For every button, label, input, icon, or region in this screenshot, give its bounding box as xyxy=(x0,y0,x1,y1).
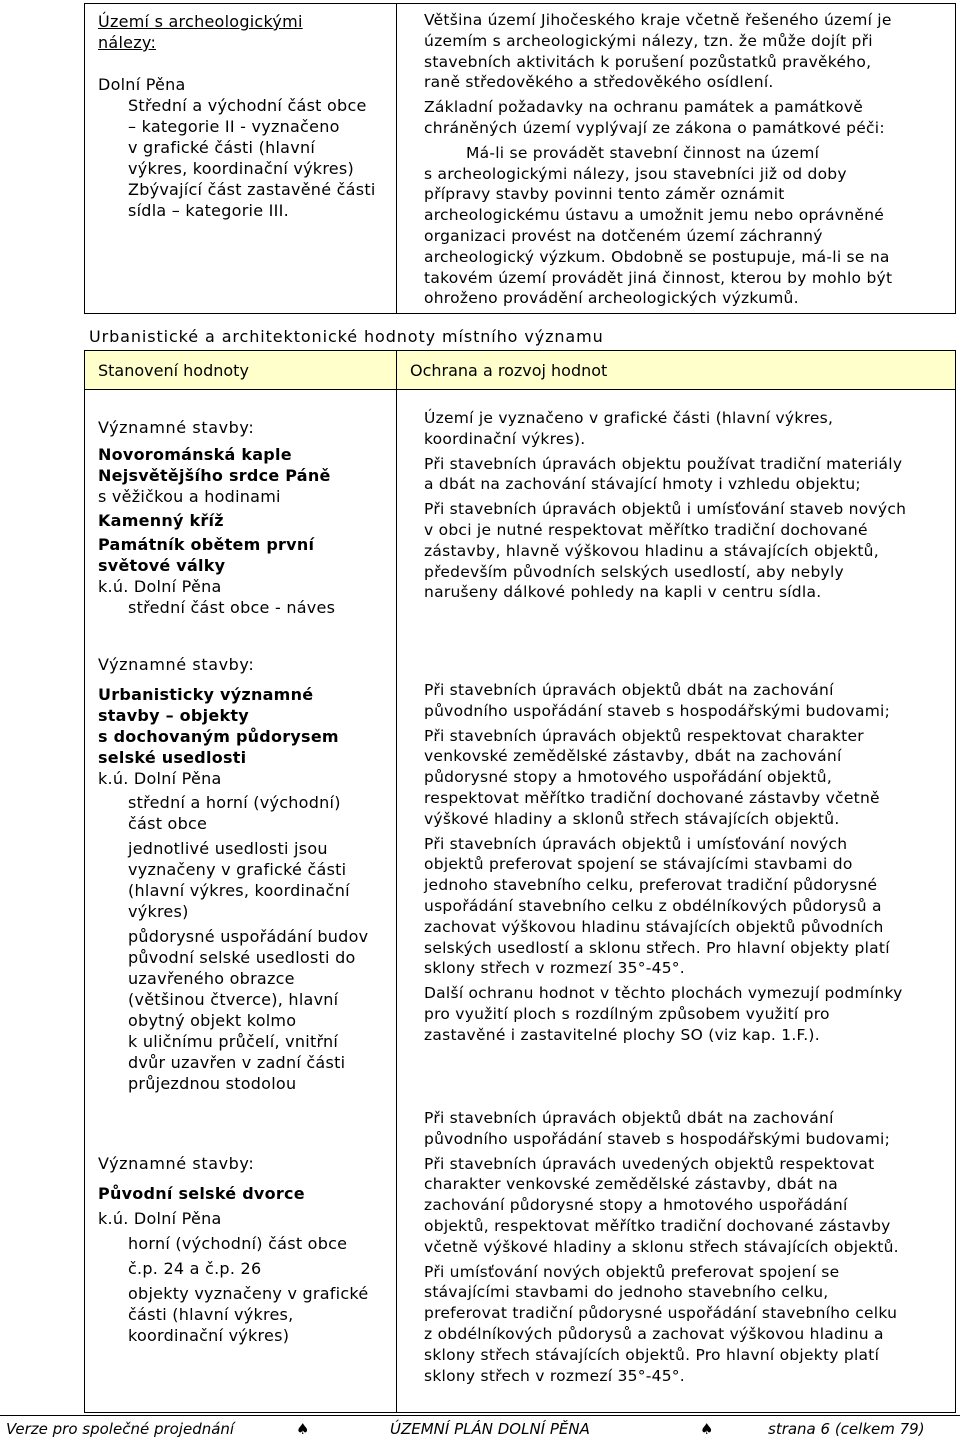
row2-note-2 xyxy=(98,926,388,1094)
footer-rule xyxy=(0,1415,960,1416)
text-line: (většinou čtverce), hlavní xyxy=(128,990,339,1009)
text-line: horní (východní) část obce xyxy=(128,1234,348,1253)
text-line: s archeologickými nálezy, jsou stavebníci již od doby xyxy=(424,164,847,183)
row1-bold-lines xyxy=(98,444,388,486)
paragraph xyxy=(424,1108,954,1150)
text-line: obytný objekt kolmo xyxy=(128,1011,297,1030)
text-line: Při stavebních úpravách objektů dbát na zachování xyxy=(424,1109,834,1127)
text-line: výkres, koordinační výkres) xyxy=(128,159,354,178)
archeology-title: Území s archeologickými nálezy: xyxy=(98,12,303,52)
row2-left xyxy=(98,654,388,1094)
text-line: Území je vyznačeno v grafické části (hlavní výkres, xyxy=(424,409,834,427)
column-divider xyxy=(396,351,397,1412)
text-line: uspořádání stavebního celku z obdélníkových půdorysů a xyxy=(424,896,882,915)
text-line: územím s archeologickými nálezy, tzn. že může dojít při xyxy=(424,31,873,50)
paragraph xyxy=(424,1154,954,1258)
footer-center: ÚZEMNÍ PLÁN DOLNÍ PĚNA xyxy=(390,1420,590,1438)
text-line: průjezdnou stodolou xyxy=(128,1074,297,1093)
text-line: střední a horní (východní) xyxy=(128,793,341,812)
row2-heading: Významné stavby: xyxy=(98,655,255,674)
text-line: část obce xyxy=(128,814,208,833)
text-line: zachovat výškovou hladinu stávajících objektů původních xyxy=(424,917,884,936)
row3-note xyxy=(98,1283,388,1346)
row2-bold-lines xyxy=(98,684,388,768)
text-line: přípravy stavby povinni tento záměr oznámit xyxy=(424,185,785,204)
section-title: Urbanistické a architektonické hodnoty místního významu xyxy=(89,327,604,346)
row3-heading: Významné stavby: xyxy=(98,1154,255,1173)
archeology-para-2 xyxy=(424,97,954,139)
archeology-left-cell xyxy=(98,11,388,221)
text-line: sklony střech v rozmezí 35°-45°. xyxy=(424,959,685,978)
row1-bold3 xyxy=(98,534,388,576)
row2-note-1 xyxy=(98,838,388,922)
text-line: – kategorie II - vyznačeno xyxy=(128,117,340,136)
text-line: stavebních aktivitách k porušení pozůstatků pravěkého, xyxy=(424,52,872,71)
archeology-left-lines xyxy=(98,95,388,221)
text-line: Střední a východní část obce xyxy=(128,96,367,115)
text-line: půdorysné uspořádání budov xyxy=(128,927,369,946)
bold-line: světové války xyxy=(98,556,226,575)
text-line: dvůr uzavřen v zadní části xyxy=(128,1053,346,1072)
text-line: Většina území Jihočeského kraje včetně řešeného území je xyxy=(424,11,892,29)
text-line: v obci je nutné respektovat měřítko tradiční dochované xyxy=(424,520,868,539)
text-line: organizaci provést na dotčeném území záchranný xyxy=(424,226,823,245)
text-line: původního uspořádání staveb s hospodářskými budovami; xyxy=(424,701,891,720)
text-line: jednotlivé usedlosti jsou xyxy=(128,839,328,858)
text-line: výškové hladiny a sklonů střech stávajících objektů. xyxy=(424,809,840,828)
row3-right xyxy=(424,1108,954,1386)
text-line: jednoho stavebního celku, preferovat tradiční půdorysné xyxy=(424,876,878,895)
text-line: sklony střech stávajících objektů. Pro hlavní objekty platí xyxy=(424,1345,880,1364)
text-line: objektů preferovat spojení se stávajícími stavbami do xyxy=(424,855,853,874)
text-line: Základní požadavky na ochranu památek a památkově xyxy=(424,98,864,117)
row1-heading: Významné stavby: xyxy=(98,418,255,437)
text-line: archeologickému ústavu a umožnit jemu nebo oprávněné xyxy=(424,206,885,225)
bold-line: s dochovaným půdorysem xyxy=(98,727,339,746)
text-line: zástavby, hlavně výškovou hladinu a stávajících objektů, xyxy=(424,541,879,560)
text-line: narušeny dálkové pohledy na kapli v centru sídla. xyxy=(424,583,822,602)
text-line: ohroženo provádění archeologických výzkumů. xyxy=(424,289,799,308)
paragraph xyxy=(424,454,954,496)
bold-line: selské usedlosti xyxy=(98,748,247,767)
text-line: Při stavebních úpravách uvedených objektů respektovat xyxy=(424,1154,875,1173)
row1-bold2: Kamenný kříž xyxy=(98,511,224,530)
text-line: archeologický výzkum. Obdobně se postupuje, má-li se na xyxy=(424,247,890,266)
row1-location: střední část obce - náves xyxy=(128,598,336,617)
row3-bold-lines xyxy=(98,1183,388,1204)
row2-right xyxy=(424,680,954,1046)
paragraph xyxy=(424,983,954,1045)
row2-ku: k.ú. Dolní Pěna xyxy=(98,769,222,788)
text-line: sídla – kategorie III. xyxy=(128,201,289,220)
paragraph xyxy=(424,680,954,722)
text-line: charakter venkovské zemědělské zástavby, dbát na xyxy=(424,1175,838,1194)
row1-ku: k.ú. Dolní Pěna xyxy=(98,577,222,596)
text-line: Při stavebních úpravách objektů respektovat charakter xyxy=(424,726,864,745)
archeology-place: Dolní Pěna xyxy=(98,75,186,94)
row1-sub: s věžičkou a hodinami xyxy=(98,487,281,506)
text-line: a dbát na zachování stávající hmoty i vzhledu objektu; xyxy=(424,475,861,494)
text-line: (hlavní výkres, koordinační xyxy=(128,881,350,900)
table-head-right: Ochrana a rozvoj hodnot xyxy=(410,361,608,380)
text-line: Další ochranu hodnot v těchto plochách vymezují podmínky xyxy=(424,984,903,1003)
bold-line: Novorománská kaple xyxy=(98,445,292,464)
text-line: Při stavebních úpravách objektu používat tradiční materiály xyxy=(424,454,903,473)
text-line: respektovat měřítko tradiční dochované zástavby včetně xyxy=(424,788,880,807)
paragraph xyxy=(424,726,954,830)
footer-left: Verze pro společné projednání xyxy=(6,1420,235,1438)
text-line: raně středověkého a středověkého osídlení. xyxy=(424,73,774,92)
column-divider xyxy=(396,4,397,313)
text-line: Při umísťování nových objektů preferovat spojení se xyxy=(424,1262,840,1281)
text-line: chráněných území vyplývají ze zákona o památkové péči: xyxy=(424,118,885,137)
paragraph xyxy=(424,834,954,980)
text-line: zastavěné i zastavitelné plochy SO (viz kap. 1.F.). xyxy=(424,1025,820,1044)
paragraph xyxy=(424,408,954,450)
footer-right: strana 6 (celkem 79) xyxy=(768,1420,925,1438)
text-line: sklony střech v rozmezí 35°-45°. xyxy=(424,1366,685,1385)
row3-left xyxy=(98,1153,388,1346)
row2-location xyxy=(98,792,388,834)
text-line: objektů, respektovat měřítko tradiční dochované zástavby xyxy=(424,1216,891,1235)
archeology-table xyxy=(84,3,956,314)
paragraph xyxy=(424,1262,954,1387)
text-line: vyznačeny v grafické části xyxy=(128,860,347,879)
text-line: zachování půdorysné stopy a hmotového uspořádání xyxy=(424,1196,848,1215)
text-line: koordinační výkres) xyxy=(128,1326,290,1345)
text-line: části (hlavní výkres, xyxy=(128,1305,294,1324)
table-head-left: Stanovení hodnoty xyxy=(98,361,249,380)
text-line: č.p. 24 a č.p. 26 xyxy=(128,1259,262,1278)
row1-right xyxy=(424,408,954,603)
row3-ku: k.ú. Dolní Pěna xyxy=(98,1209,222,1228)
spade-icon: ♠ xyxy=(700,1420,714,1438)
text-line: venkovské zemědělské zástavby, dbát na zachování xyxy=(424,747,842,766)
text-line: výkres) xyxy=(128,902,189,921)
text-line: především původních selských usedlostí, aby nebyly xyxy=(424,562,844,581)
paragraph xyxy=(424,499,954,603)
row3-location xyxy=(98,1233,388,1254)
spade-icon: ♠ xyxy=(296,1420,310,1438)
text-line: v grafické části (hlavní xyxy=(128,138,316,157)
text-line: k uličnímu průčelí, vnitřní xyxy=(128,1032,339,1051)
bold-line: Urbanisticky významné xyxy=(98,685,314,704)
text-line: pro využití ploch s rozdílným způsobem využití pro xyxy=(424,1004,830,1023)
text-line: Při stavebních úpravách objektů i umísťování nových xyxy=(424,834,848,853)
text-line: koordinační výkres). xyxy=(424,429,586,448)
text-line: Při stavebních úpravách objektů i umísťování staveb nových xyxy=(424,500,907,519)
row1-left xyxy=(98,417,388,618)
archeology-right-cell xyxy=(424,10,954,309)
archeology-para-3-first: Má-li se provádět stavební činnost na území xyxy=(466,143,820,162)
text-line: původní selské usedlosti do xyxy=(128,948,356,967)
archeology-para-3 xyxy=(424,164,954,310)
bold-line: Památník obětem první xyxy=(98,535,315,554)
text-line: Při stavebních úpravách objektů dbát na zachování xyxy=(424,681,834,699)
text-line: včetně výškové hladiny a sklonu střech stávajících objektů. xyxy=(424,1237,899,1256)
text-line: takovém území provádět jiná činnost, kterou by mohlo být xyxy=(424,268,893,287)
text-line: z obdélníkových půdorysů a zachovat výškovou hladinu a xyxy=(424,1324,884,1343)
bold-line: stavby – objekty xyxy=(98,706,249,725)
text-line: původního uspořádání staveb s hospodářskými budovami; xyxy=(424,1129,891,1148)
text-line: selských usedlostí a sklonu střech. Pro hlavní objekty platí xyxy=(424,938,890,957)
text-line: půdorysné stopy a hmotového uspořádání objektů, xyxy=(424,768,833,787)
bold-line: Původní selské dvorce xyxy=(98,1184,305,1203)
bold-line: Nejsvětějšího srdce Páně xyxy=(98,466,331,485)
archeology-para-1 xyxy=(424,10,954,93)
row3-cp xyxy=(98,1258,388,1279)
text-line: uzavřeného obrazce xyxy=(128,969,295,988)
text-line: stávajícími stavbami do jednoho stavebního celku, xyxy=(424,1283,829,1302)
text-line: Zbývající část zastavěné části xyxy=(128,180,376,199)
text-line: preferovat tradiční půdorysné uspořádání stavebního celku xyxy=(424,1304,898,1323)
text-line: objekty vyznačeny v grafické xyxy=(128,1284,369,1303)
values-table xyxy=(84,350,956,1413)
